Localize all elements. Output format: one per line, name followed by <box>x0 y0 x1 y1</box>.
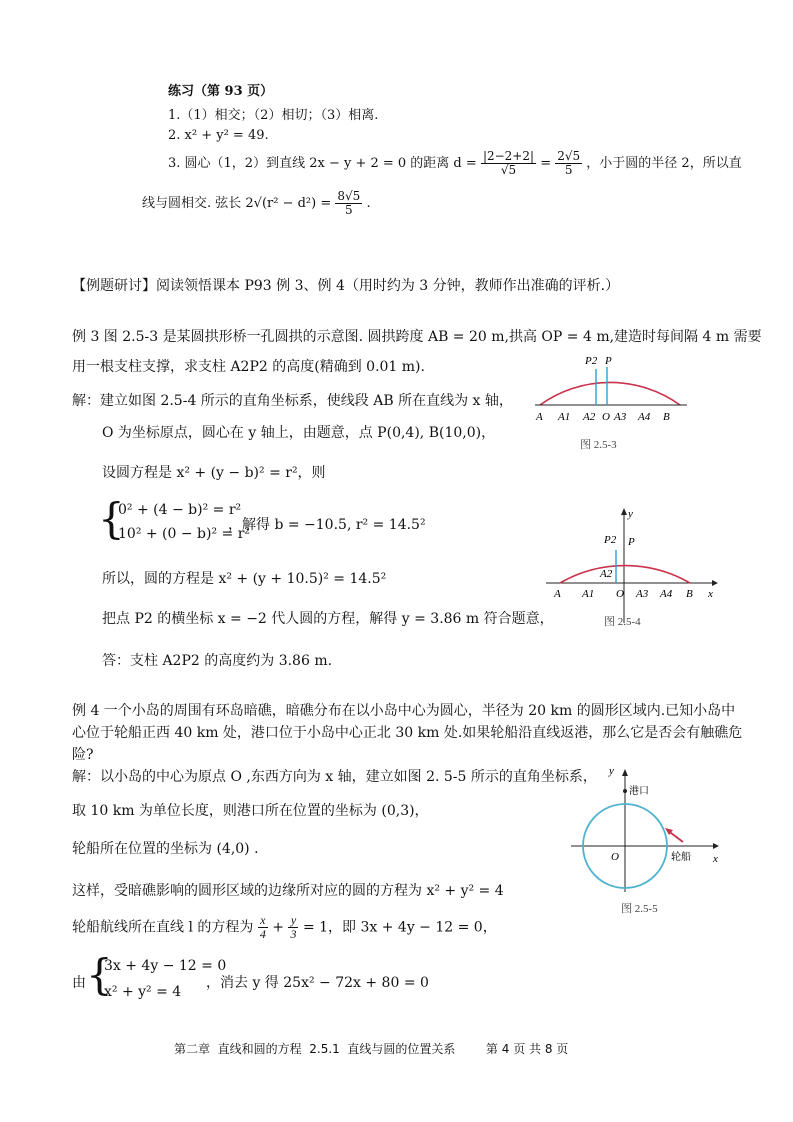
example4-system-eq1: 3x + 4y − 12 = 0 <box>104 958 227 974</box>
label-ship: 轮船 <box>671 852 691 863</box>
example3-line2: 用一根支柱支撑，求支柱 A2P2 的高度(精确到 0.01 m). <box>72 359 425 375</box>
label-o: O <box>602 411 610 423</box>
frac-den: 4 <box>259 927 266 941</box>
frac-den: 3 <box>290 927 297 941</box>
line-eq-text: 轮船航线所在直线 l 的方程为 <box>72 919 254 936</box>
exercise-answer-1: 1.（1）相交；（2）相切；（3）相离. <box>168 108 379 123</box>
label-a3: A3 <box>614 411 627 423</box>
example4-solution-2: 取 10 km 为单位长度，则港口所在位置的坐标为 (0,3)， <box>72 803 429 819</box>
figure-2-5-4 <box>540 505 720 635</box>
label-x: x <box>708 588 713 600</box>
example3-answer: 答：支柱 A2P2 的高度约为 3.86 m. <box>102 653 333 669</box>
exercise-answer-2: 2. x² + y² = 49. <box>168 128 269 143</box>
example4-line3: 险? <box>72 747 94 763</box>
example3-system-eq1: 0² + (4 − b)² = r² <box>118 502 242 518</box>
system-brace-2: { <box>86 950 113 999</box>
caption-2-5-4: 图 2.5-4 <box>604 616 641 628</box>
label-y: y <box>628 508 633 520</box>
distance-fraction-2 <box>555 150 582 177</box>
label-a4: A4 <box>638 411 651 423</box>
label-p2: P2 <box>604 534 617 546</box>
frac-den: √5 <box>500 163 517 177</box>
label-a2: A2 <box>583 411 596 423</box>
label-a1: A1 <box>582 588 595 600</box>
bridge-arc <box>540 382 680 405</box>
example3-solution-1: 解：建立如图 2.5-4 所示的直角坐标系，使线段 AB 所在直线为 x 轴， <box>72 393 513 409</box>
y-arrow-icon <box>622 769 628 776</box>
example4-system-result: ，消去 y 得 25x² − 72x + 80 = 0 <box>206 975 429 991</box>
label-x: x <box>713 853 718 865</box>
fraction-x-4 <box>258 914 268 941</box>
answer-3-tail: ，小于圆的半径 2，所以直 <box>586 156 742 171</box>
label-a3: A3 <box>636 588 649 600</box>
exercise-answer-3 <box>168 150 742 177</box>
example4-solution-4: 这样，受暗礁影响的圆形区域的边缘所对应的圆的方程为 x² + y² = 4 <box>72 883 504 899</box>
figure-2-5-5 <box>565 762 725 922</box>
label-a1: A1 <box>558 411 571 423</box>
example3-line1: 例 3 图 2.5-3 是某圆拱形桥一孔圆拱的示意图. 圆拱跨度 AB = 20 m,拱高 OP = 4 m,建造时每间隔 4 m 需要 <box>72 329 762 345</box>
example4-solution-5 <box>72 914 497 941</box>
chord-fraction <box>335 190 362 217</box>
frac-num: |2−2+2| <box>482 149 535 163</box>
label-b: B <box>686 588 693 600</box>
example3-system-result: ，解得 b = −10.5, r² = 14.5² <box>228 517 426 533</box>
label-a2: A2 <box>600 568 613 580</box>
fraction-y-3 <box>288 914 298 941</box>
label-a: A <box>554 588 561 600</box>
label-y: y <box>609 765 614 777</box>
x-arrow-icon <box>713 843 719 849</box>
label-origin: O <box>611 851 619 863</box>
page-footer: 第二章 直线和圆的方程 2.5.1 直线与圆的位置关系 第 4 页 共 8 页 <box>174 1042 569 1056</box>
label-a4: A4 <box>660 588 673 600</box>
frac-den: 5 <box>564 163 573 177</box>
answer-3-text: 3. 圆心（1，2）到直线 2x − y + 2 = 0 的距离 d = <box>168 156 477 171</box>
frac-num: x <box>258 914 268 928</box>
label-a: A <box>536 411 543 423</box>
caption-2-5-5: 图 2.5-5 <box>621 903 658 915</box>
example4-system-eq2: x² + y² = 4 <box>104 984 182 1000</box>
frac-den: 5 <box>345 203 353 217</box>
label-o: O <box>616 588 624 600</box>
example3-solution-3: 设圆方程是 x² + (y − b)² = r²，则 <box>102 465 326 481</box>
line-eq-tail: = 1，即 3x + 4y − 12 = 0， <box>302 919 497 936</box>
exercise-answer-3-cont <box>142 190 371 217</box>
example4-solve-prefix: 由 <box>72 975 86 991</box>
label-p: P <box>605 355 612 367</box>
x-arrow-icon <box>712 580 718 586</box>
frac-num: 8√5 <box>337 189 361 203</box>
example3-solution-4: 所以，圆的方程是 x² + (y + 10.5)² = 14.5² <box>102 571 387 587</box>
caption-2-5-3: 图 2.5-3 <box>580 439 617 451</box>
example-intro: 【例题研讨】阅读领悟课本 P93 例 3、例 4（用时约为 3 分钟，教师作出准确的评析.） <box>72 278 620 294</box>
distance-fraction-1 <box>481 150 536 177</box>
exercise-title: 练习（第 93 页） <box>168 84 274 99</box>
port-point <box>623 789 627 793</box>
example4-line2: 心位于轮船正西 40 km 处，港口位于小岛中心正北 30 km 处.如果轮船沿直线返港，那么它是否会有触礁危 <box>72 725 743 741</box>
example4-line1: 例 4 一个小岛的周围有环岛暗礁，暗礁分布在以小岛中心为圆心，半径为 20 km 的圆形区域内.已知小岛中 <box>72 703 736 719</box>
label-p2: P2 <box>585 355 598 367</box>
frac-num: y <box>288 914 298 928</box>
label-port: 港口 <box>629 786 649 797</box>
example4-solution-1: 解：以小岛的中心为原点 O ,东西方向为 x 轴，建立如图 2. 5-5 所示的直角坐标系， <box>72 769 597 785</box>
figure-2-5-3 <box>525 350 695 460</box>
example3-solution-2: O 为坐标原点，圆心在 y 轴上，由题意，点 P(0,4), B(10,0)， <box>102 425 496 441</box>
example3-system-eq2: 10² + (0 − b)² = r² <box>118 526 251 542</box>
label-b: B <box>663 411 670 423</box>
example4-solution-3: 轮船所在位置的坐标为 (4,0) . <box>72 841 259 857</box>
plus-sign: + <box>272 919 285 936</box>
chord-text: 线与圆相交. 弦长 2√(r² − d²) = <box>142 196 332 211</box>
label-p: P <box>628 536 635 548</box>
equals-sign: = <box>540 156 552 171</box>
period: . <box>366 196 371 211</box>
example3-solution-5: 把点 P2 的横坐标 x = −2 代人圆的方程，解得 y = 3.86 m 符合题意， <box>102 611 554 627</box>
system-brace-1: { <box>98 494 125 543</box>
bridge-arc <box>560 566 690 583</box>
frac-num: 2√5 <box>557 149 581 163</box>
y-arrow-icon <box>621 508 627 515</box>
